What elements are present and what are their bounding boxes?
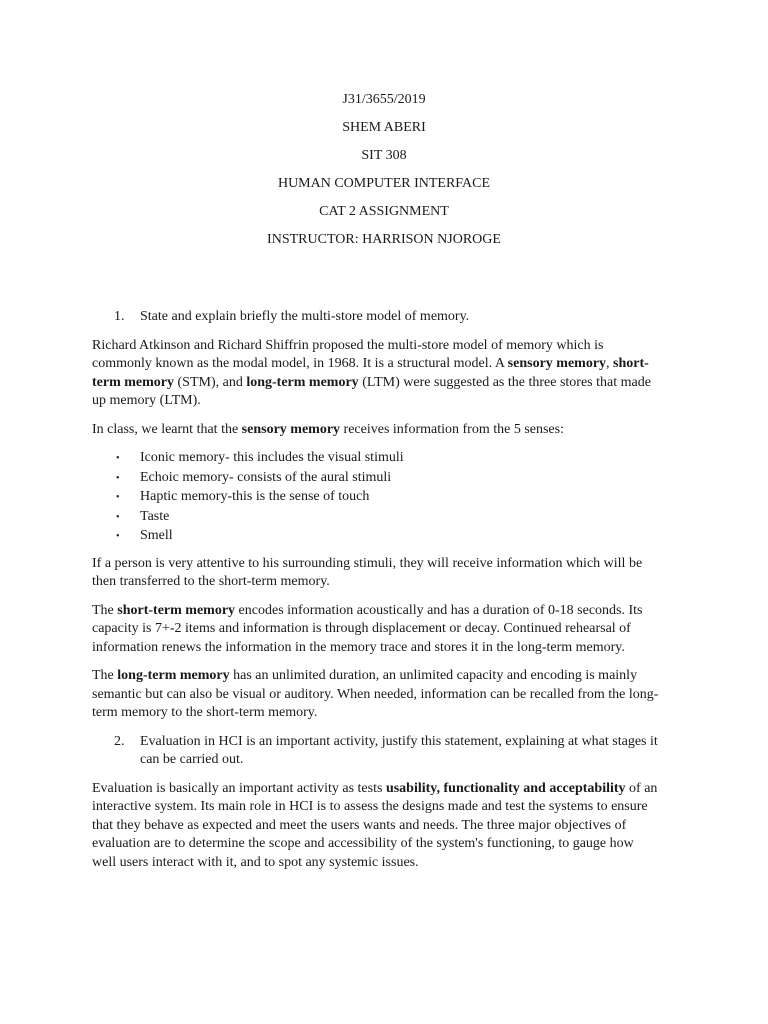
term-long-term-memory: long-term memory — [246, 374, 359, 390]
term-sensory-memory: sensory memory — [507, 356, 607, 371]
question-text: Evaluation in HCI is an important activity, justify this statement, explaining at what stages it can be carried out. — [140, 733, 658, 767]
list-item: • Smell — [92, 527, 660, 547]
title-block — [0, 86, 768, 254]
course-title: HUMAN COMPUTER INTERFACE — [277, 176, 491, 191]
assignment-title: CAT 2 ASSIGNMENT — [319, 204, 449, 219]
paragraph-attention: If a person is very attentive to his surrounding stimuli, they will receive information which will be then transferred to the short-term memory. — [92, 555, 643, 589]
question-number: 1. — [114, 309, 125, 324]
bullet-icon: • — [116, 531, 120, 542]
paragraph-modal-model: Richard Atkinson and Richard Shiffrin proposed the multi-store model of memory which is commonly known as the modal model, in 1968. It is a structural model. A sensory memory, short-term memory (STM), and long-term memory (LTM) were suggested as the three stores that made up memory (LTM). — [92, 337, 651, 408]
question-number: 2. — [114, 733, 125, 749]
course-code: SIT 308 — [361, 148, 407, 163]
question-1 — [92, 308, 660, 327]
document-body — [92, 308, 660, 882]
paragraph-short-term: The short-term memory encodes information acoustically and has a duration of 0-18 seconds. Its capacity is 7+-2 items and information is through displacement or decay. Continued rehearsal of information renews the information in the memory trace and stores it in the long-term memory. — [92, 602, 643, 655]
bullet-icon: • — [116, 472, 120, 484]
term-long-term-memory: long-term memory — [117, 668, 230, 683]
list-item: • Haptic memory-this is the sense of touch — [92, 488, 660, 508]
term-short-term-memory: short-term memory — [92, 356, 649, 390]
registration-number: J31/3655/2019 — [342, 92, 426, 107]
bullet-icon: • — [116, 492, 120, 503]
term-sensory-memory: sensory memory — [241, 421, 341, 437]
paragraph-evaluation: Evaluation is basically an important activity as tests usability, functionality and acceptability of an interactive system. Its main role in HCI is to assess the designs made and test the systems to ensure that they behave as expected and meet the users wants and needs. The three major objectives of evaluation are to determine the scope and accessibility of the system's functioning, to gauge how well users interact with it, and to spot any systemic issues. — [92, 780, 658, 870]
list-item: • Taste — [92, 508, 660, 528]
term-usability: usability, functionality and acceptability — [385, 780, 626, 796]
student-name: SHEM ABERI — [342, 120, 426, 135]
question-2 — [92, 733, 660, 770]
paragraph-long-term: The long-term memory has an unlimited duration, an unlimited capacity and encoding is mainly semantic but can also be visual or auditory. When needed, information can be recalled from the long-term memory to the short-term memory. — [92, 668, 659, 720]
list-item: • Iconic memory- this includes the visual stimuli — [92, 449, 660, 469]
list-item: • Echoic memory- consists of the aural stimuli — [92, 469, 660, 489]
bullet-icon: • — [116, 453, 120, 464]
bullet-icon: • — [116, 511, 120, 523]
term-short-term-memory: short-term memory — [117, 602, 236, 618]
instructor-line: INSTRUCTOR: HARRISON NJOROGE — [267, 232, 501, 247]
senses-list — [92, 449, 660, 547]
paragraph-senses-intro: In class, we learnt that the sensory memory receives information from the 5 senses: — [92, 421, 564, 437]
question-text: State and explain briefly the multi-store model of memory. — [140, 309, 470, 324]
